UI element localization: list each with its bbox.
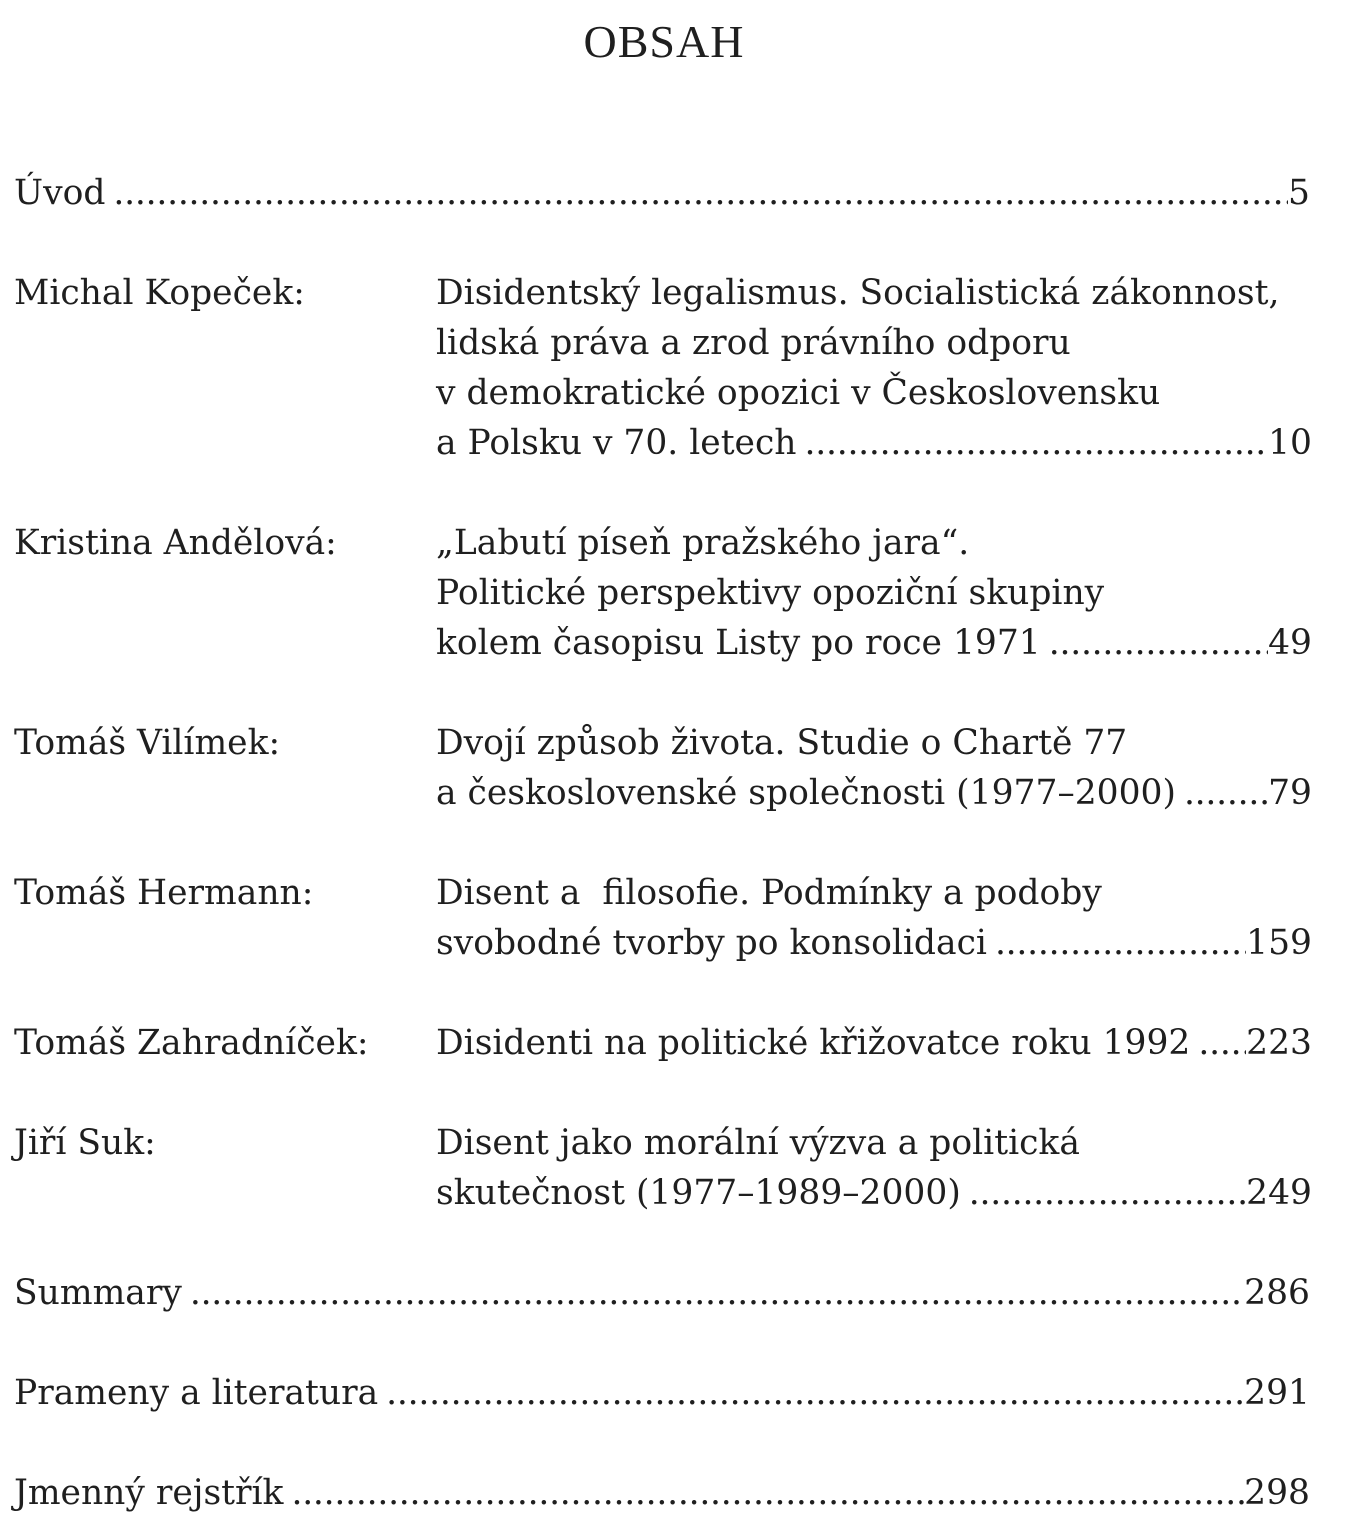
dot-leader: [1041, 618, 1268, 668]
toc-entry-title: Summary: [14, 1273, 182, 1313]
toc-page-number: 223: [1246, 1023, 1312, 1063]
toc-entry-line[interactable]: [436, 1168, 1312, 1218]
toc-page-number: 49: [1268, 623, 1312, 663]
toc-author: Tomáš Hermann:: [14, 873, 314, 913]
toc-author: Michal Kopeček:: [14, 273, 305, 313]
dot-leader: [961, 1168, 1246, 1218]
toc-entry-line[interactable]: [436, 368, 1312, 418]
toc-entry-title: Prameny a literatura: [14, 1373, 379, 1413]
toc-entry-line[interactable]: [436, 918, 1312, 968]
toc-entry-title: kolem časopisu Listy po roce 1971: [436, 623, 1041, 663]
toc-author: Tomáš Zahradníček:: [14, 1023, 369, 1063]
toc-entry-title: Jmenný rejstřík: [14, 1473, 284, 1513]
toc-page-number: 291: [1244, 1373, 1310, 1413]
toc-page-number: 286: [1244, 1273, 1310, 1313]
toc-entry-title: Politické perspektivy opoziční skupiny: [436, 573, 1105, 613]
toc-entry-title: skutečnost (1977–1989–2000): [436, 1173, 961, 1213]
toc-entry-title: „Labutí píseň pražského jara“.: [436, 523, 970, 563]
dot-leader: [105, 168, 1288, 218]
toc-page-number: 249: [1246, 1173, 1312, 1213]
toc-entry-rejstrik[interactable]: [14, 1468, 1310, 1518]
toc-entry-line[interactable]: [436, 518, 1312, 568]
toc-entry-title: Dvojí způsob života. Studie o Chartě 77: [436, 723, 1128, 763]
toc-author: Tomáš Vilímek:: [14, 723, 281, 763]
dot-leader: [182, 1268, 1244, 1318]
toc-entry-title: Disent jako morální výzva a politická: [436, 1123, 1080, 1163]
toc-entry-title: Disidentský legalismus. Socialistická zákonnost,: [436, 273, 1280, 313]
dot-leader: [1190, 1018, 1246, 1068]
toc-entry-prameny[interactable]: [14, 1368, 1310, 1418]
toc-entry-line[interactable]: [436, 318, 1312, 368]
toc-page-number: 159: [1246, 923, 1312, 963]
toc-entry-line[interactable]: [436, 418, 1312, 468]
dot-leader: [797, 418, 1269, 468]
toc-entry-title: lidská práva a zrod právního odporu: [436, 323, 1071, 363]
toc-entry-line[interactable]: [436, 1118, 1312, 1168]
toc-page-number: 5: [1288, 173, 1310, 213]
toc-entry-line[interactable]: [436, 568, 1312, 618]
dot-leader: [1176, 768, 1268, 818]
dot-leader: [987, 918, 1246, 968]
toc-author: Jiří Suk:: [14, 1123, 156, 1163]
toc-page-number: 10: [1268, 423, 1312, 463]
toc-entry-line[interactable]: [436, 618, 1312, 668]
toc-entry-summary[interactable]: [14, 1268, 1310, 1318]
toc-entry-title: a československé společnosti (1977–2000): [436, 773, 1176, 813]
dot-leader: [283, 1468, 1244, 1518]
toc-page-number: 298: [1244, 1473, 1310, 1513]
toc-entry-title: Úvod: [14, 173, 106, 213]
toc-entry-line[interactable]: [436, 718, 1312, 768]
toc-entry-title: v demokratické opozici v Československu: [436, 373, 1161, 413]
toc-entry-title: a Polsku v 70. letech: [436, 423, 797, 463]
toc-entry-title: svobodné tvorby po konsolidaci: [436, 923, 987, 963]
dot-leader: [378, 1368, 1244, 1418]
toc-entry-title: Disidenti na politické křižovatce roku 1992: [436, 1023, 1191, 1063]
toc-entry-line[interactable]: [436, 268, 1312, 318]
toc-entry-line[interactable]: [436, 768, 1312, 818]
toc-page-number: 79: [1268, 773, 1312, 813]
toc-entry-line[interactable]: [436, 1018, 1312, 1068]
page-title: OBSAH: [583, 16, 745, 67]
toc-entry-title: Disent a filosofie. Podmínky a podoby: [436, 873, 1102, 913]
toc-author: Kristina Andělová:: [14, 523, 337, 563]
toc-entry-line[interactable]: [436, 868, 1312, 918]
toc-entry-uvod[interactable]: [14, 168, 1310, 218]
